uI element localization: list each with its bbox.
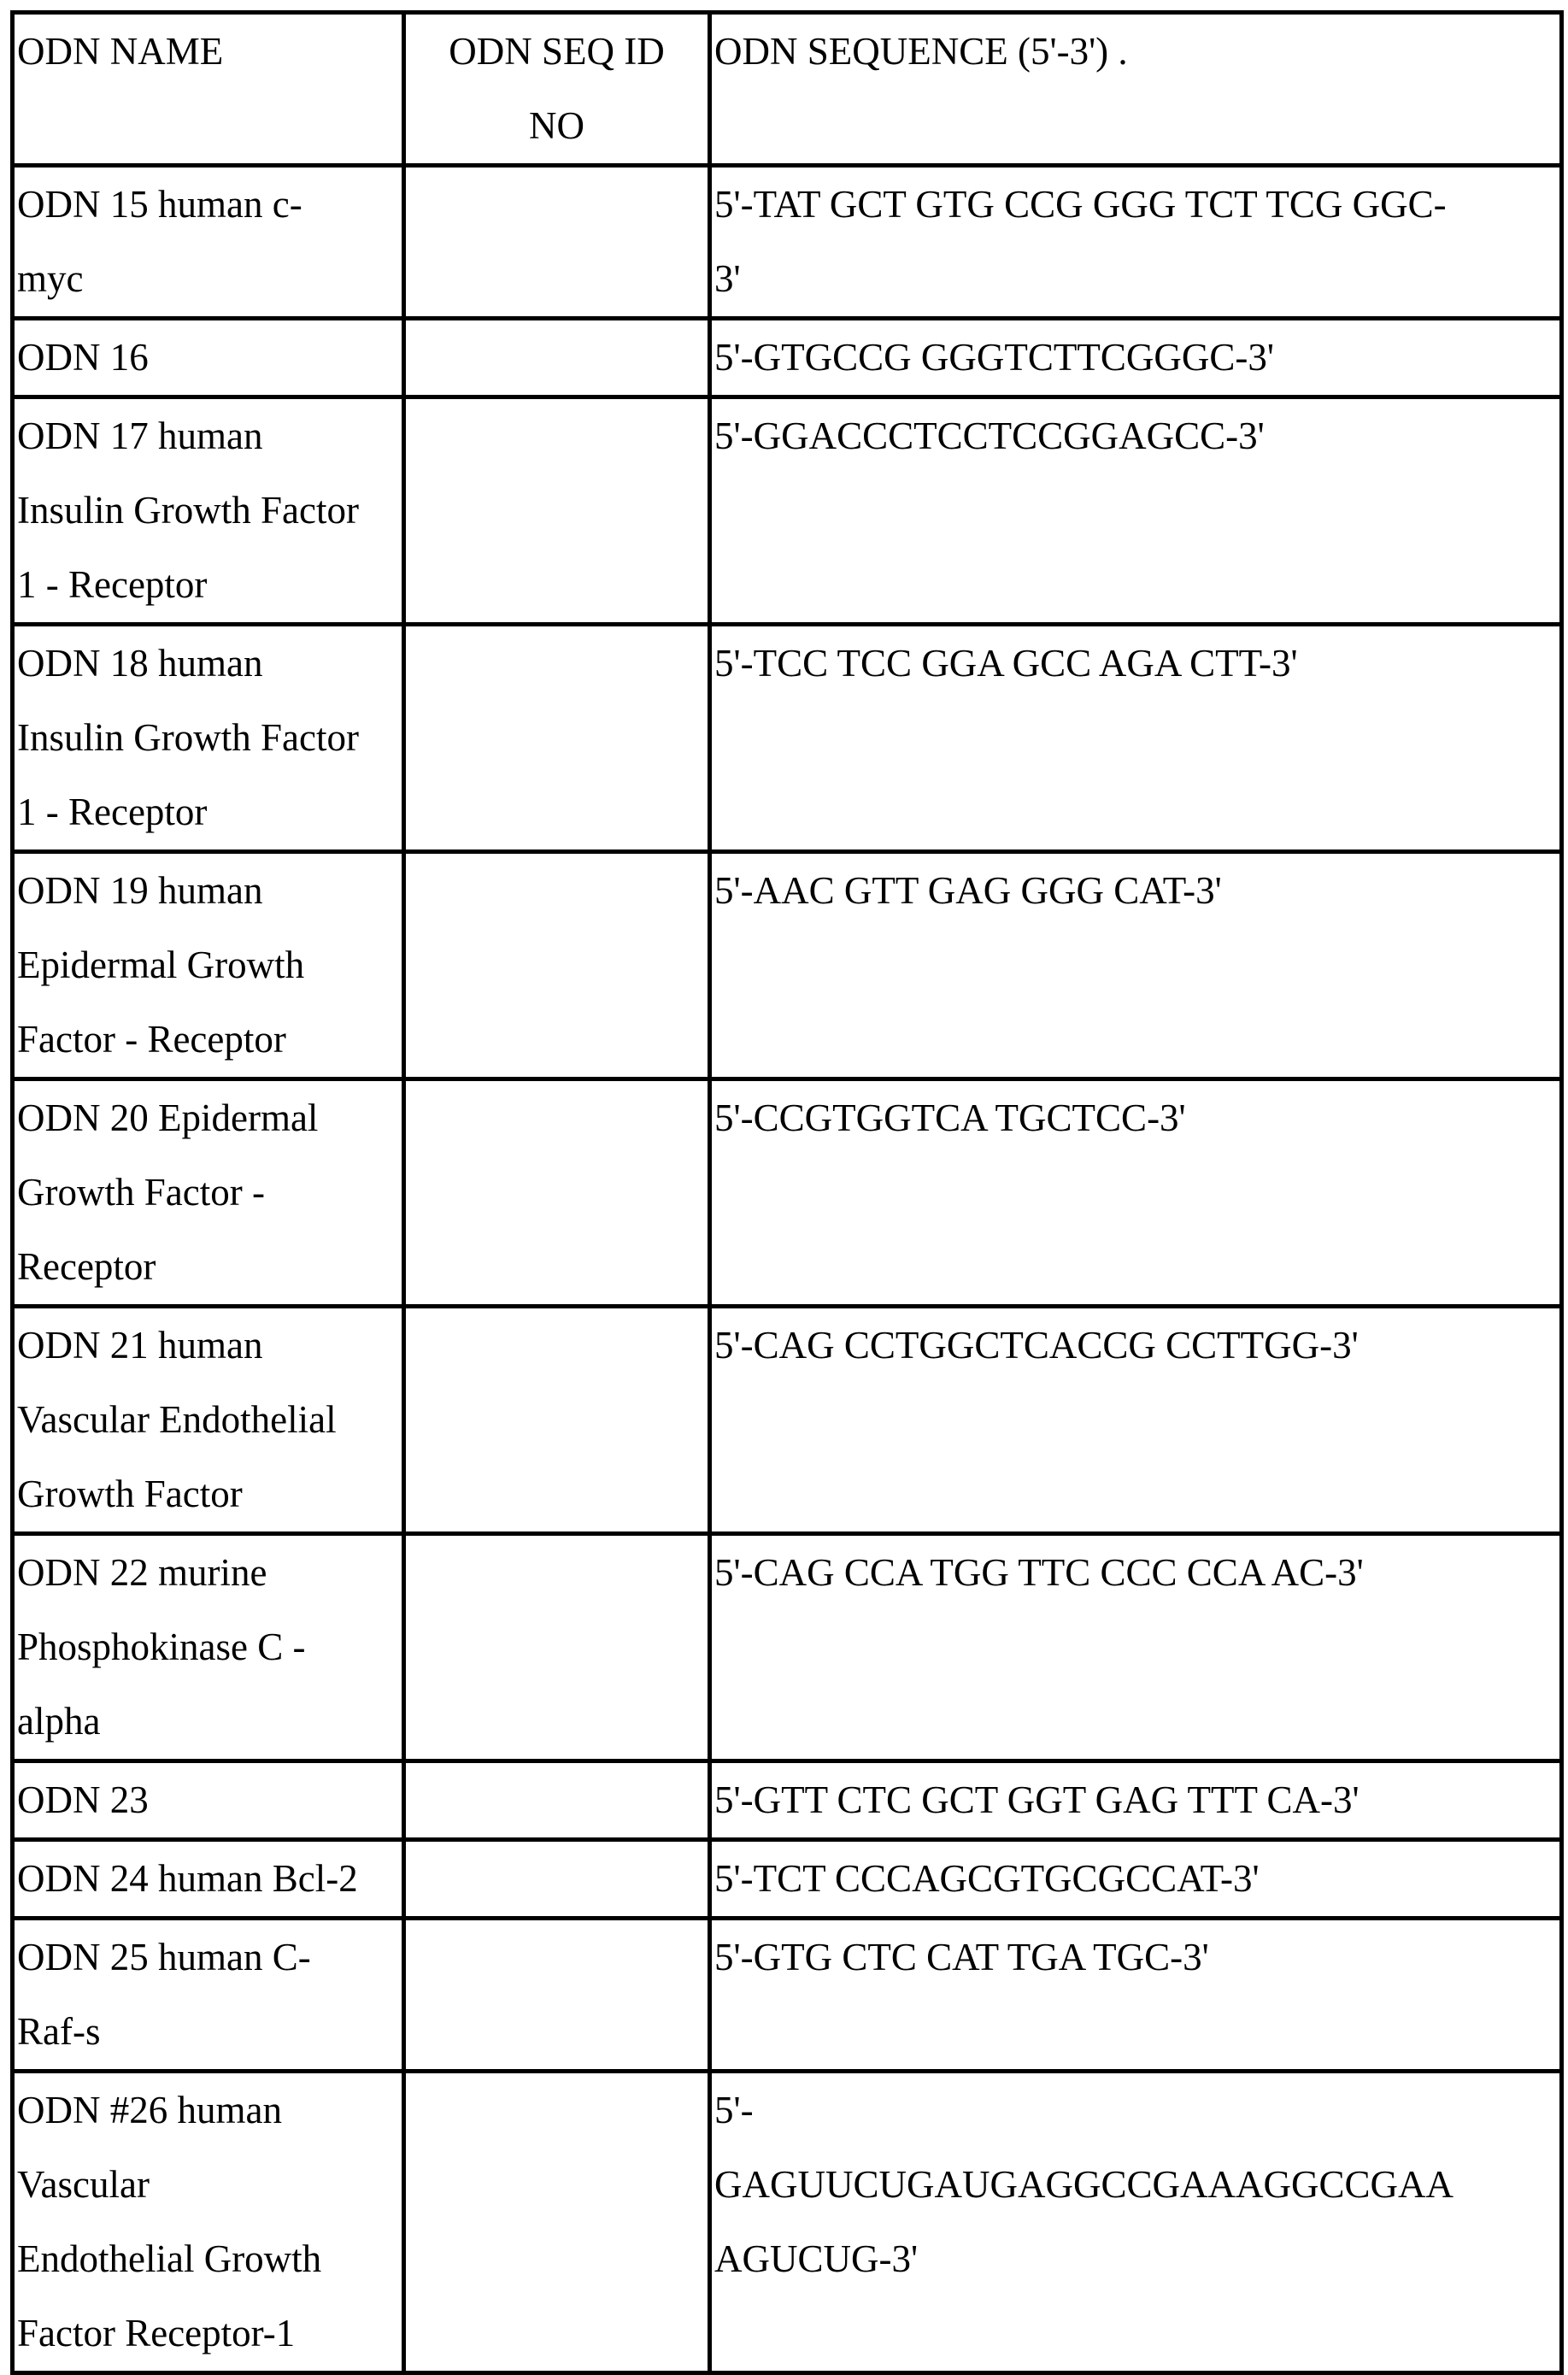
header-odn-sequence: ODN SEQUENCE (5'-3') .: [710, 13, 1562, 166]
table-row: [13, 2072, 1562, 2373]
odn-sequence-cell: 5'-TCT CCCAGCGTGCGCCAT-3': [710, 1840, 1562, 1919]
table-row: [13, 625, 1562, 852]
table-row: [13, 1919, 1562, 2072]
odn-seq-id-cell: [404, 2072, 710, 2373]
table-row: [13, 852, 1562, 1079]
odn-seq-id-cell: [404, 397, 710, 625]
odn-sequence-cell: 5'-GTGCCG GGGTCTTCGGGC-3': [710, 319, 1562, 397]
odn-sequence-cell: 5'- GAGUUCUGAUGAGGCCGAAAGGCCGAA AGUCUG-3': [710, 2072, 1562, 2373]
odn-seq-id-cell: [404, 1919, 710, 2072]
odn-name-cell: ODN 15 human c- myc: [13, 166, 404, 319]
odn-seq-id-cell: [404, 1307, 710, 1534]
table-row: [13, 1079, 1562, 1307]
odn-seq-id-cell: [404, 852, 710, 1079]
odn-name-cell: ODN 24 human Bcl-2: [13, 1840, 404, 1919]
odn-name-cell: ODN 19 human Epidermal Growth Factor - Receptor: [13, 852, 404, 1079]
odn-name-cell: ODN 21 human Vascular Endothelial Growth Factor: [13, 1307, 404, 1534]
odn-seq-id-cell: [404, 625, 710, 852]
odn-seq-id-cell: [404, 1840, 710, 1919]
odn-sequence-cell: 5'-AAC GTT GAG GGG CAT-3': [710, 852, 1562, 1079]
odn-seq-id-cell: [404, 1534, 710, 1761]
odn-seq-id-cell: [404, 1761, 710, 1840]
odn-name-cell: ODN 20 Epidermal Growth Factor - Receptor: [13, 1079, 404, 1307]
odn-seq-id-cell: [404, 319, 710, 397]
header-odn-seq-id: ODN SEQ ID NO: [404, 13, 710, 166]
odn-seq-id-cell: [404, 1079, 710, 1307]
odn-name-cell: ODN 16: [13, 319, 404, 397]
odn-name-cell: ODN 18 human Insulin Growth Factor 1 - Receptor: [13, 625, 404, 852]
odn-sequence-cell: 5'-GTT CTC GCT GGT GAG TTT CA-3': [710, 1761, 1562, 1840]
table-row: [13, 1534, 1562, 1761]
odn-name-cell: ODN #26 human Vascular Endothelial Growth Factor Receptor-1: [13, 2072, 404, 2373]
odn-sequence-cell: 5'-TCC TCC GGA GCC AGA CTT-3': [710, 625, 1562, 852]
table-row: [13, 166, 1562, 319]
header-row: [13, 13, 1562, 166]
table-row: [13, 397, 1562, 625]
odn-sequence-cell: 5'-GTG CTC CAT TGA TGC-3': [710, 1919, 1562, 2072]
odn-name-cell: ODN 22 murine Phosphokinase C - alpha: [13, 1534, 404, 1761]
odn-sequence-cell: 5'-CCGTGGTCA TGCTCC-3': [710, 1079, 1562, 1307]
odn-seq-id-cell: [404, 166, 710, 319]
odn-name-cell: ODN 25 human C- Raf-s: [13, 1919, 404, 2072]
odn-sequence-cell: 5'-TAT GCT GTG CCG GGG TCT TCG GGC- 3': [710, 166, 1562, 319]
odn-name-cell: ODN 23: [13, 1761, 404, 1840]
table-row: [13, 319, 1562, 397]
odn-sequence-cell: 5'-CAG CCA TGG TTC CCC CCA AC-3': [710, 1534, 1562, 1761]
table-row: [13, 1307, 1562, 1534]
table-row: [13, 1840, 1562, 1919]
odn-name-cell: ODN 17 human Insulin Growth Factor 1 - Receptor: [13, 397, 404, 625]
odn-sequence-cell: 5'-GGACCCTCCTCCGGAGCC-3': [710, 397, 1562, 625]
header-odn-name: ODN NAME: [13, 13, 404, 166]
table-row: [13, 1761, 1562, 1840]
odn-sequence-cell: 5'-CAG CCTGGCTCACCG CCTTGG-3': [710, 1307, 1562, 1534]
odn-table: [10, 10, 1564, 2375]
